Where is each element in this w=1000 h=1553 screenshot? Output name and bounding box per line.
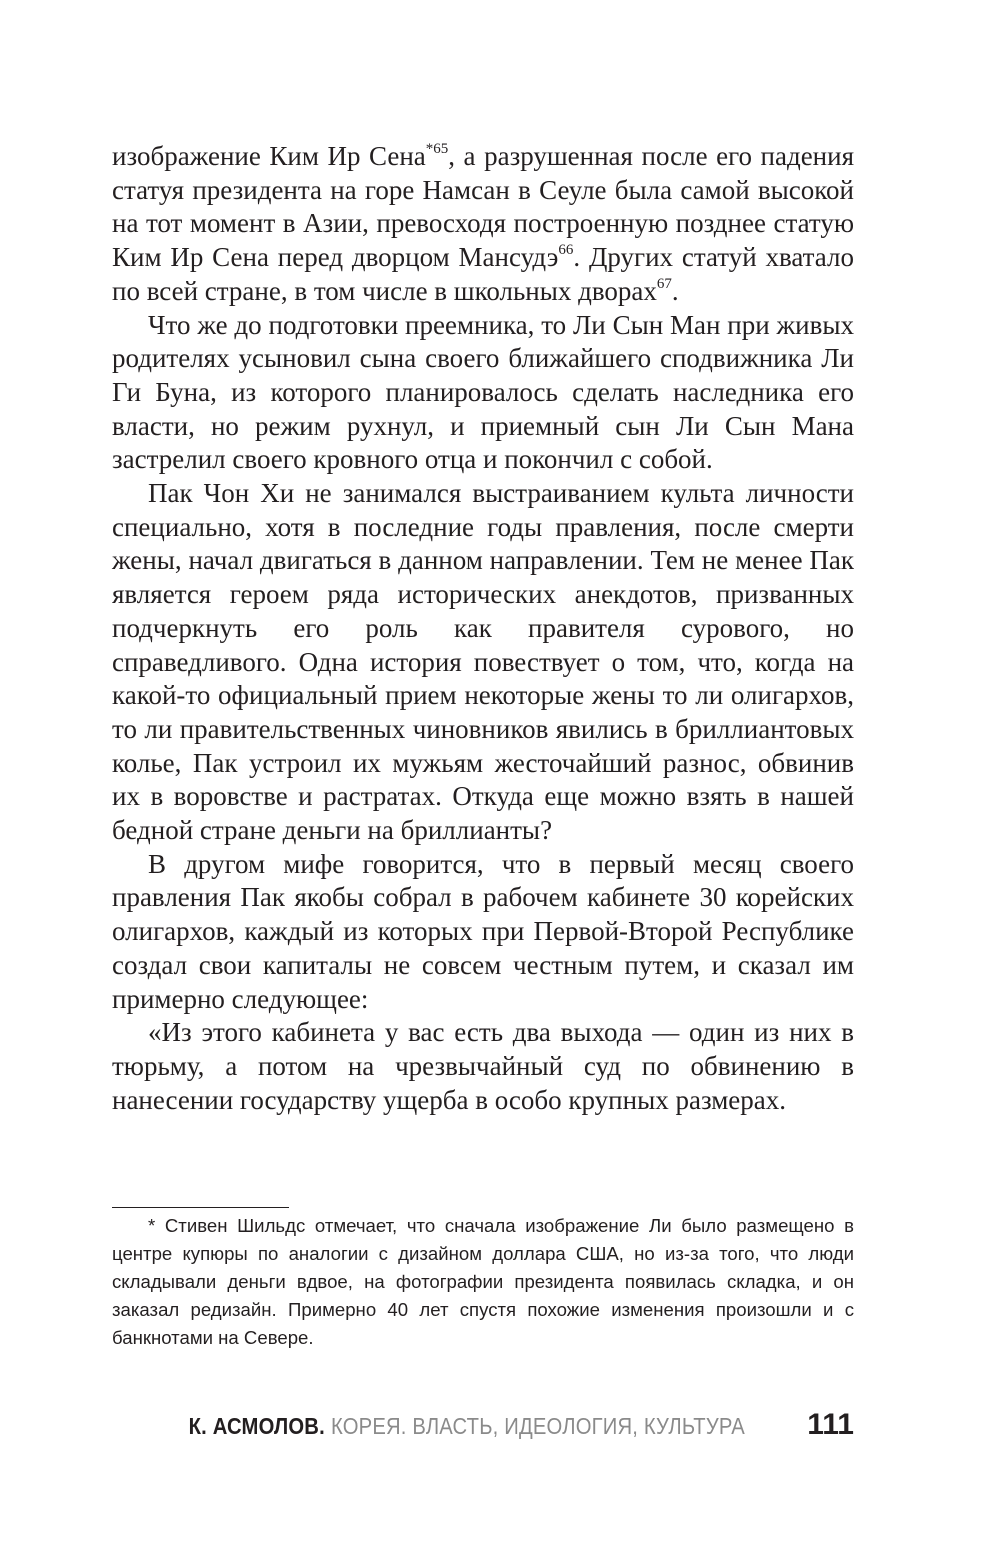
paragraph-4: В другом мифе говорится, что в первый месяц своего правления Пак якобы собрал в рабочем кабинете 30 корейских олигархов, каждый из которых при Первой-Второй Республике создал свои капиталы не совсем честным путем, и сказал им примерно следующее: [112, 848, 854, 1014]
page-number: 111 [807, 1408, 854, 1441]
paragraph-1-text-d: . [671, 275, 679, 306]
footnote-asterisk: * [425, 141, 434, 157]
footnote [112, 1212, 854, 1352]
paragraph-2: Что же до подготовки преемника, то Ли Сын Ман при живых родителях усыновил сына своего ближайшего сподвижника Ли Ги Буна, из которого планировалось сделать наследника его власти, но режим рухнул, и приемный сын Ли Сын Мана застрелил своего кровного отца и покончил с собой. [112, 309, 854, 475]
footer-author: К. АСМОЛОВ. [188, 1413, 325, 1439]
endnote-ref-67: 67 [656, 275, 672, 292]
endnote-ref-66: 66 [558, 242, 574, 259]
footnote-marker [426, 141, 449, 157]
paragraph-1-text-b: , а разрушенная после его падения статуя президента на горе Намсан в Сеуле была самой высокой на тот момент в Азии, превосходя построенную позднее статую Ким Ир Сена перед дворцом Мансудэ [112, 141, 854, 273]
body-text [112, 140, 854, 1117]
running-footer [190, 1408, 854, 1452]
paragraph-5: «Из этого кабинета у вас есть два выхода — один из них в тюрьму, а потом на чрезвычайный суд по обвинению в нанесении государству ущерба в особо крупных размерах. [112, 1017, 854, 1115]
endnote-ref-65: 65 [433, 141, 449, 157]
paragraph-3: Пак Чон Хи не занимался выстраиванием культа личности специально, хотя в последние годы правления, после смерти жены, начал двигаться в данном направлении. Тем не менее Пак является героем ряда исторических анекдотов, призванных подчеркнуть его роль как правителя сурового, но справедливого. Одна история повествует о том, что, когда на какой-то официальный прием некоторые жены то ли олигархов, то ли правительственных чиновников явились в бриллиантовых колье, Пак устроил их мужьям жесточайший разнос, обвинив их в воровстве и растратах. Откуда еще можно взять в нашей бедной стране деньги на бриллианты? [112, 478, 854, 846]
paragraph-1 [112, 140, 854, 309]
footnote-divider [112, 1207, 289, 1208]
footer-book-title: КОРЕЯ. ВЛАСТЬ, ИДЕОЛОГИЯ, КУЛЬТУРА [330, 1413, 745, 1439]
paragraph-1-text-a: изображение Ким Ир Сена [112, 141, 426, 171]
paragraph-1-text-c: . Других статуй хватало по всей стране, в том числе в школьных дворах [112, 242, 854, 306]
footnote-text: * Стивен Шильдс отмечает, что сначала изображение Ли было размещено в центре купюры по аналогии с дизайном доллара США, но из-за того, что люди складывали деньги вдвое, на фотографии президента появилась складка, и он заказал редизайн. Примерно 40 лет спустя похожие изменения произошли и с банкнотами на Севере. [112, 1215, 854, 1348]
